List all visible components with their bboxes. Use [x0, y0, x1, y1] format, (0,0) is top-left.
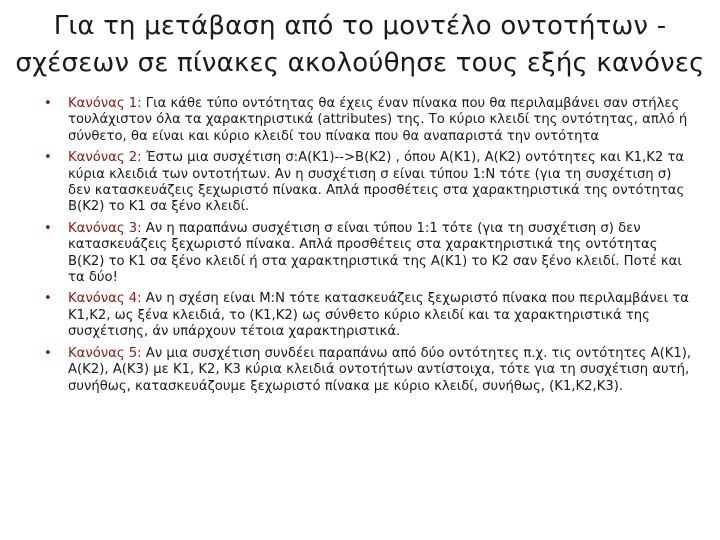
bullet-icon: •	[44, 291, 52, 307]
rule-text: Αν μια συσχέτιση συνδέει παραπάνω από δύο οντότητες π.χ. τις οντότητες Α(Κ1), Α(Κ2), Α(Κ3) με Κ1, Κ2, Κ3 κύρια κλειδιά οντοτήτων αντίστοιχα, τότε για τη συσχέτιση αυτή, συνήθως, κατασκευάζουμε ξεχωριστό πίνακα με κύριο κλειδί, συνήθως, (Κ1,Κ2,Κ3).	[68, 345, 692, 394]
rule-label: Κανόνας 4:	[68, 291, 142, 307]
rule-text: Αν η παραπάνω συσχέτιση σ είναι τύπου 1:1 τότε (για τη συσχέτιση σ) δεν κατασκευάζεις ξεχωριστό πίνακα. Απλά προσθέτεις στα χαρακτηριστικά της οντότητας Β(Κ2) το Κ1 σα ξένο κλειδί ή στα χαρακτηριστικά της Α(Κ1) το Κ2 σαν ξένο κλειδί. Ποτέ και τα δύο!	[68, 220, 682, 286]
slide-title-line-1: Για τη μετάβαση από το μοντέλο οντοτήτων -	[53, 11, 667, 41]
bullet-icon: •	[44, 150, 52, 166]
bullet-icon: •	[44, 220, 52, 236]
rule-label: Κανόνας 3:	[68, 220, 142, 236]
rule-item-1	[44, 96, 694, 145]
rule-item-5	[44, 346, 694, 395]
bullet-icon: •	[44, 96, 52, 111]
rule-label: Κανόνας 1:	[68, 96, 142, 111]
rule-item-3	[44, 221, 694, 287]
bullet-icon: •	[44, 345, 52, 361]
rule-item-2	[44, 150, 694, 216]
rule-item-4	[44, 291, 694, 340]
rule-text: Αν η σχέση είναι Μ:Ν τότε κατασκευάζεις ξεχωριστό πίνακα που περιλαμβάνει τα Κ1,Κ2, ως ξένα κλειδιά, το (Κ1,Κ2) ως σύνθετο κύριο κλειδί και τα χαρακτηριστικά της συσχέτισης, άν υπάρχουν τέτοια χαρακτηριστικά.	[68, 291, 689, 340]
rule-text: Για κάθε τύπο οντότητας θα έχεις έναν πίνακα που θα περιλαμβάνει σαν στήλες τουλάχιστον όλα τα χαρακτηριστικά (attributes) της. Το κύριο κλειδί της οντότητας, απλό ή σύνθετο, θα είναι και κύριο κλειδί του πίνακα που θα αναπαριστά την οντότητα	[68, 96, 688, 144]
slide-title	[0, 8, 720, 82]
rule-text: Έστω μια συσχέτιση σ:Α(Κ1)-->Β(Κ2) , όπου Α(Κ1), Α(Κ2) οντότητες και Κ1,Κ2 τα κύρια κλειδιά των οντοτήτων. Αν η συσχέτιση σ είναι τύπου 1:Ν τότε (για τη συσχέτιση σ) δεν κατασκευάζεις ξεχωριστό πίνακα. Απλά προσθέτεις στα χαρακτηριστικά της οντότητας Β(Κ2) το Κ1 σα ξένο κλειδί.	[68, 150, 685, 215]
rules-list	[44, 96, 694, 400]
rule-label: Κανόνας 5:	[68, 345, 142, 361]
rule-label: Κανόνας 2:	[68, 150, 142, 166]
slide-title-line-2: σχέσεων σε πίνακες ακολούθησε τους εξής κανόνες	[15, 48, 705, 78]
